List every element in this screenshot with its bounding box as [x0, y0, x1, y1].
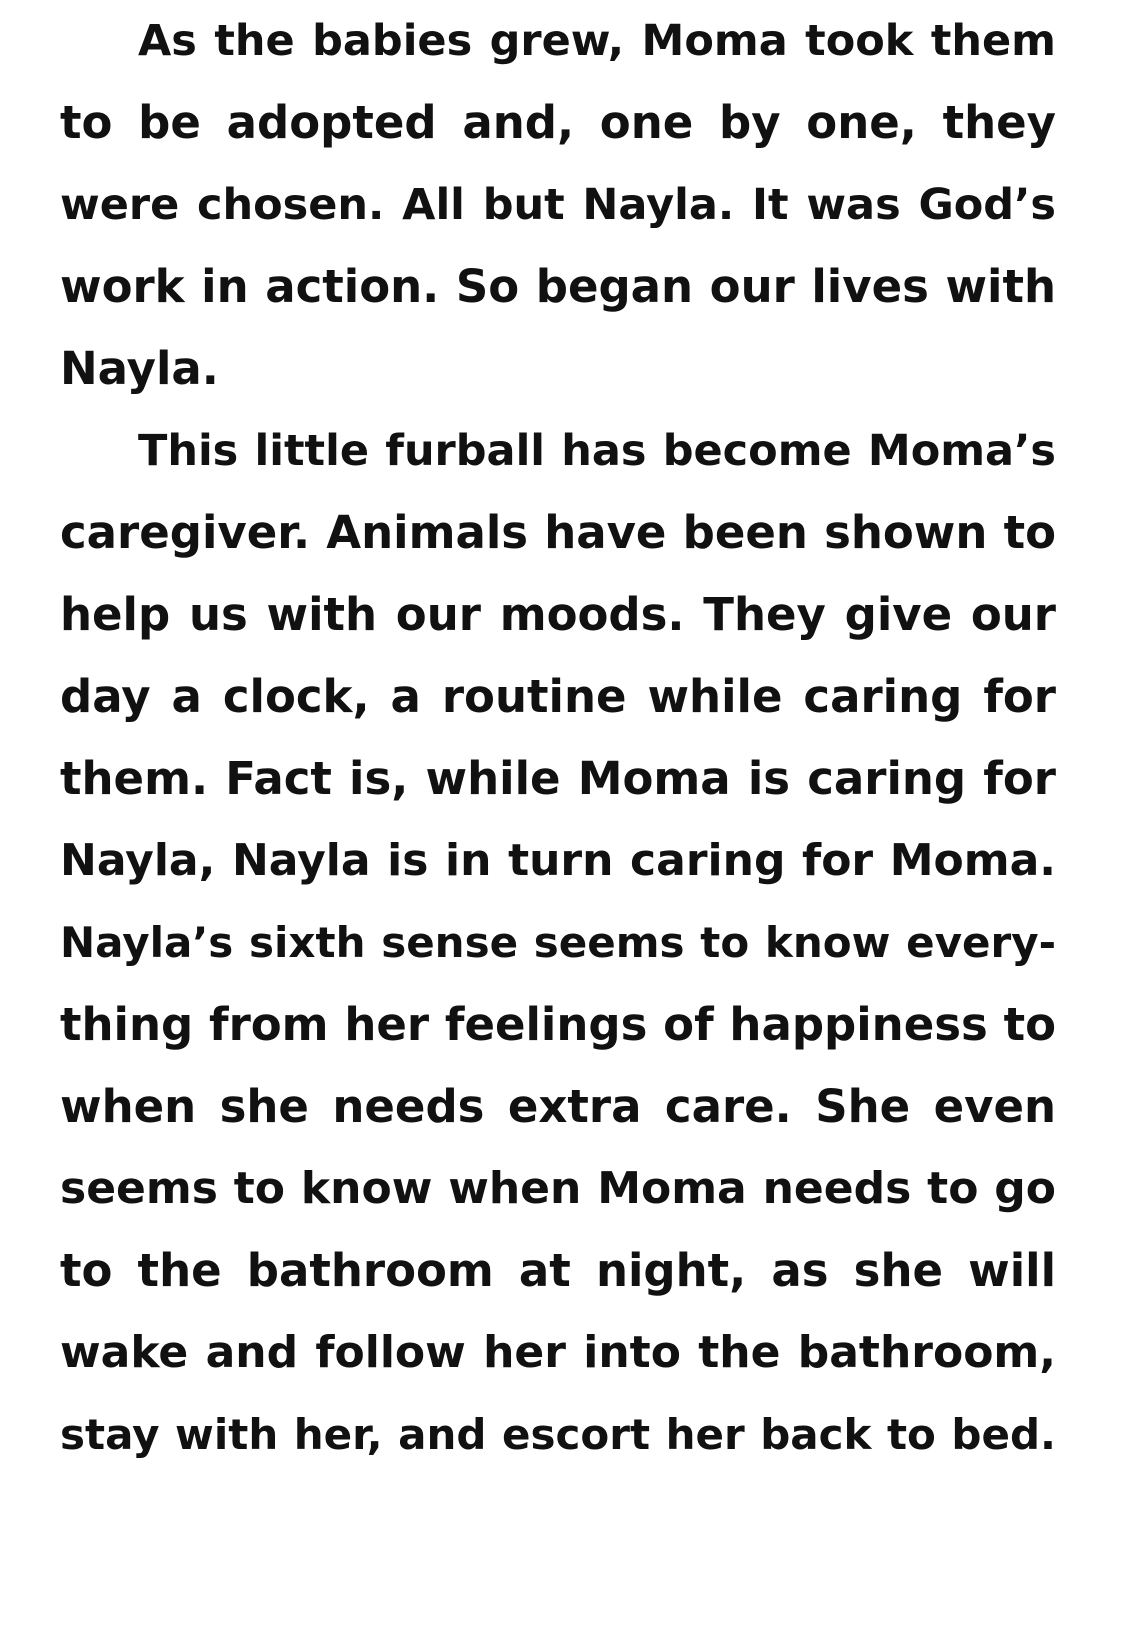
text-line: wake and follow her into the bathroom,	[60, 1327, 1056, 1378]
book-page	[60, 0, 1056, 1476]
text-line: This little furball has become Moma’s	[138, 426, 1056, 476]
text-line: day a clock, a routine while caring for	[60, 670, 1056, 723]
text-line: thing from her feelings of happiness to	[60, 998, 1056, 1051]
text-line: Nayla, Nayla is in turn caring for Moma.	[60, 835, 1056, 886]
text-line: work in action. So began our lives with	[60, 260, 1056, 313]
text-line: caregiver. Animals have been shown to	[60, 506, 1056, 559]
text-line: were chosen. All but Nayla. It was God’s	[60, 180, 1056, 230]
paragraph-1	[60, 0, 1056, 410]
text-line: Nayla.	[60, 342, 219, 395]
text-line: them. Fact is, while Moma is caring for	[60, 752, 1056, 805]
text-line: Nayla’s sixth sense seems to know every-	[60, 918, 1056, 967]
text-line: when she needs extra care. She even	[60, 1080, 1056, 1133]
paragraph-2	[60, 410, 1056, 1476]
text-line: stay with her, and escort her back to bed.	[60, 1410, 1056, 1459]
text-line: to be adopted and, one by one, they	[60, 96, 1056, 149]
text-line: to the bathroom at night, as she will	[60, 1244, 1056, 1297]
text-line: help us with our moods. They give our	[60, 588, 1056, 641]
text-line: As the babies grew, Moma took them	[138, 16, 1056, 66]
text-line: seems to know when Moma needs to go	[60, 1163, 1056, 1214]
